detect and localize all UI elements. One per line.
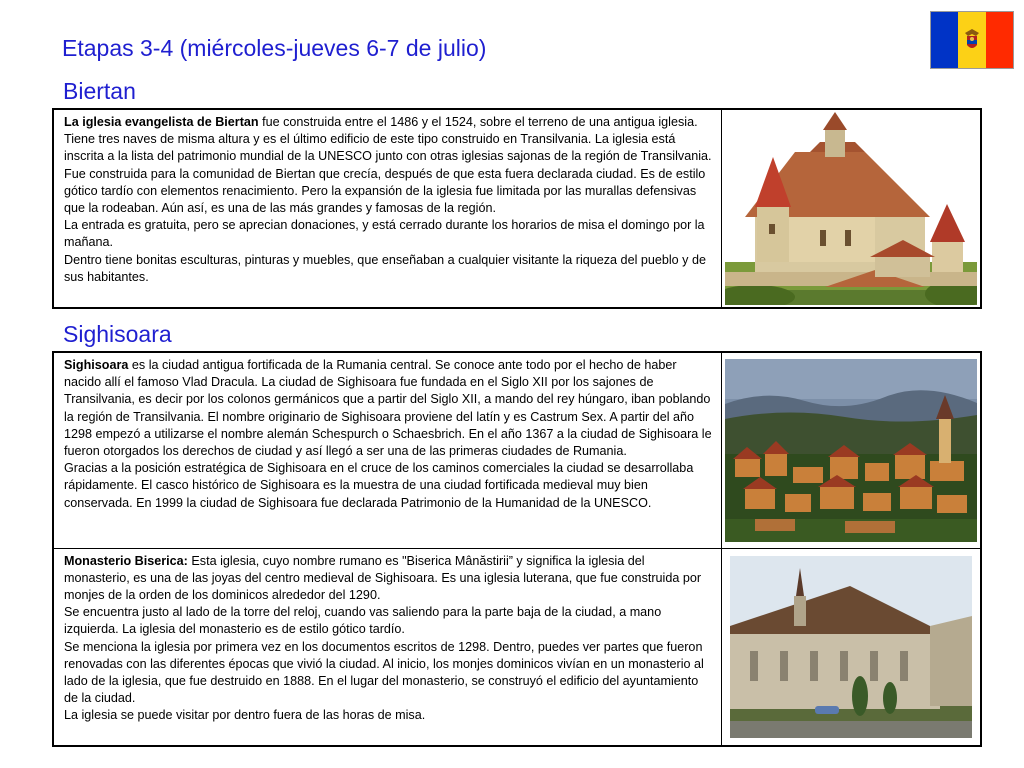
- monasterio-paragraph-4: La iglesia se puede visitar por dentro fuera de las horas de misa.: [64, 708, 426, 723]
- biertan-paragraph-1: fue construida entre el 1486 y el 1524, sobre el terreno de una antigua iglesia. Tiene tres naves de misma altura y es el último edificio de este tipo construido en Transilvania. La iglesia está inscrita a la lista del patrimonio mundial de la UNESCO junto con otras iglesias sajonas de la región de Transilvania. Fue construida para la comunidad de Biertan que crecía, después de que esta fuera declarada ciudad. Es de estilo gótico tardío con elementos renacimiento. Pero la expansión de la iglesia fue limitada por las murallas defensivas que la rodeaban. Aún así, es una de las más grandes y famosas de la región.: [64, 115, 712, 216]
- sighisoara-paragraph-1: es la ciudad antigua fortificada de la Rumania central. Se conoce ante todo por el hecho de haber nacido allí el famoso Vlad Dracula. La ciudad de Sighisoara fue fundada en el Siglo XII por los sajones de Transilvania, es decir por los colonos germánicos que a partir del Siglo XII, a mando del rey húngaro, iban poblando la región de Transilvania. El nombre originario de Sighisoara proviene del latín y es Castrum Sex. A partir del año 1298 empezó a utilizarse el nombre alemán Schespurch o Schaesbrich. En el año 1367 a la ciudad de Sighisoara le fueron otorgados los derechos de ciudad y así llegó a ser una de las primeras ciudades de Rumania.: [64, 358, 712, 459]
- monasterio-paragraph-3: Se menciona la iglesia por primera vez en los documentos escritos de 1298. Dentro, puedes ver partes que fueron renovadas con las diferentes épocas que vivió la ciudad. Al inicio, los monjes dominicos vivían en un monasterio al lado de la iglesia, que fue destruido en 1888. En el lugar del monasterio, se construyó el edificio del ayuntamiento de la ciudad.: [64, 639, 704, 706]
- monasterio-paragraph-1: Esta iglesia, cuyo nombre rumano es "Biserica Mânăstirii” y significa la iglesia del monasterio, es una de las joyas del centro medieval de Sighisoara. Es una iglesia luterana, que fue construida por monjes de la orden de los dominicos alrededor del 1290.: [64, 553, 702, 602]
- monasterio-paragraph-2: Se encuentra justo al lado de la torre del reloj, cuando vas saliendo para la parte baja de la ciudad, a mano izquierda. La iglesia del monasterio es de estilo gótico tardío.: [64, 605, 662, 637]
- biertan-paragraph-3: Dentro tiene bonitas esculturas, pinturas y muebles, que enseñaban a cualquier visitante la riqueza del pueblo y de sus habitantes.: [64, 252, 706, 284]
- sighisoara-paragraph-2: Gracias a la posición estratégica de Sighisoara en el cruce de los caminos comerciales la ciudad se desarrollaba rápidamente. El casco histórico de Sighisoara es la muestra de una ciudad fortificada medieval muy bien conservada. En 1999 la ciudad de Sighisoara fue declarada Patrimonio de la Humanidad de la UNESCO.: [64, 461, 694, 510]
- monasterio-name: Monasterio Biserica:: [64, 553, 188, 568]
- coat-of-arms-icon: [963, 27, 981, 53]
- moldova-flag-icon: [931, 12, 1013, 68]
- monasterio-church-photo: [730, 556, 972, 738]
- sighisoara-description: [53, 352, 721, 548]
- section-heading-biertan: Biertan: [63, 78, 136, 104]
- sighisoara-table: [52, 351, 982, 747]
- slide-title: Etapas 3-4 (miércoles-jueves 6-7 de julio): [62, 35, 487, 61]
- monasterio-photo-cell: [721, 548, 981, 746]
- biertan-table: [52, 108, 982, 309]
- biertan-photo-cell: [721, 109, 981, 308]
- biertan-church-name: La iglesia evangelista de Biertan: [64, 115, 259, 129]
- sighisoara-photo-cell: [721, 352, 981, 548]
- biertan-paragraph-2: La entrada es gratuita, pero se aprecian donaciones, y está cerrado durante los horarios de misa el domingo por la mañana.: [64, 218, 705, 250]
- sighisoara-name: Sighisoara: [64, 358, 129, 372]
- sighisoara-town-photo: [725, 359, 977, 542]
- section-heading-sighisoara: Sighisoara: [63, 321, 172, 347]
- monasterio-description: [53, 548, 721, 746]
- biertan-church-photo: [725, 112, 977, 305]
- biertan-description: [53, 109, 721, 308]
